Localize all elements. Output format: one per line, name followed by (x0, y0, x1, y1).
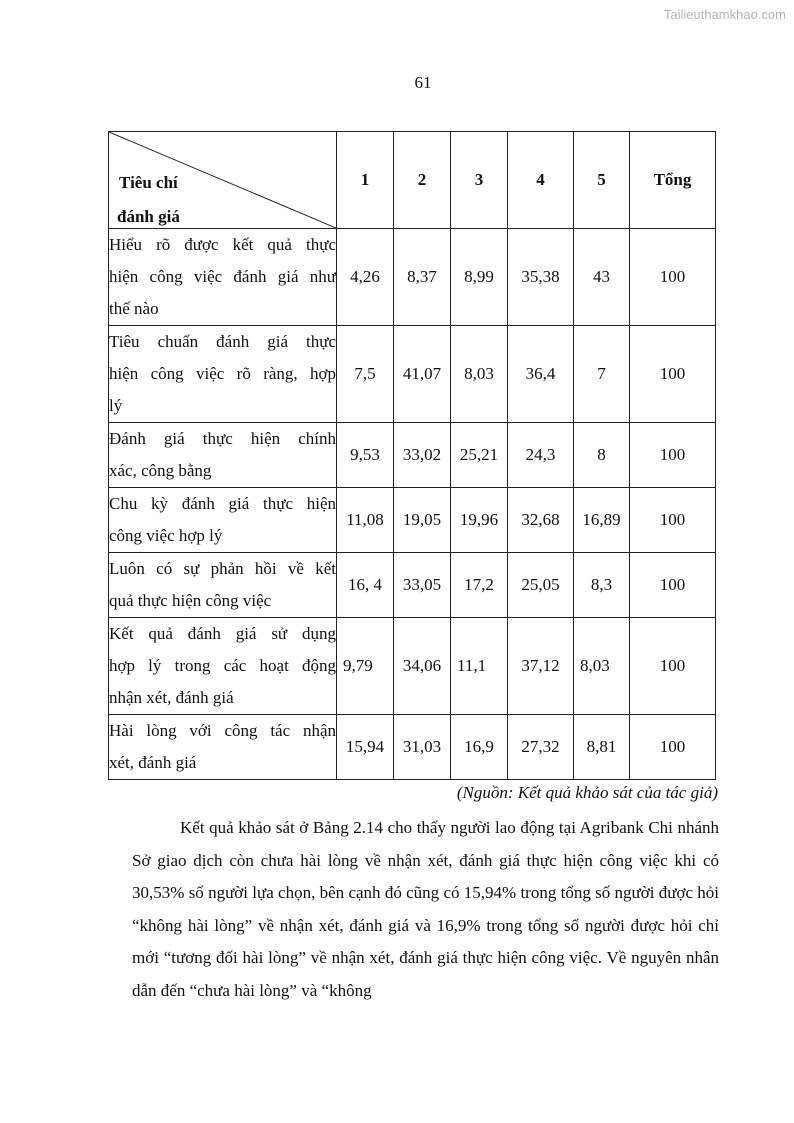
value-cell: 9,79 (337, 618, 394, 715)
value-cell: 8 (574, 423, 630, 488)
value-cell: 16, 4 (337, 553, 394, 618)
criteria-line: Kết quả đánh giá sử dụng (109, 624, 336, 643)
criteria-cell (109, 326, 337, 423)
table-row (109, 423, 716, 488)
value-cell: 19,96 (451, 488, 508, 553)
criteria-line: lý (109, 396, 123, 415)
table-row (109, 553, 716, 618)
column-header-total: Tổng (630, 132, 716, 229)
criteria-line: xét, đánh giá (109, 753, 197, 772)
criteria-line: Luôn có sự phản hồi về kết (109, 559, 336, 578)
watermark: Tailieuthamkhao.com (663, 7, 786, 22)
criteria-line: hiện công việc rõ ràng, hợp (109, 364, 336, 383)
column-header-4: 4 (508, 132, 574, 229)
value-cell: 8,81 (574, 715, 630, 780)
criteria-cell (109, 553, 337, 618)
table-source-note: (Nguồn: Kết quả khảo sát của tác giả) (456, 783, 718, 802)
criteria-line: hiện công việc đánh giá như (109, 267, 336, 286)
value-cell: 16,89 (574, 488, 630, 553)
column-header-5: 5 (574, 132, 630, 229)
table-row (109, 326, 716, 423)
value-cell: 19,05 (394, 488, 451, 553)
criteria-header-cell (109, 132, 337, 229)
total-cell: 100 (630, 229, 716, 326)
value-cell: 31,03 (394, 715, 451, 780)
criteria-header-label (117, 166, 180, 234)
value-cell: 11,1 (451, 618, 508, 715)
value-cell: 8,03 (451, 326, 508, 423)
value-cell: 32,68 (508, 488, 574, 553)
total-cell: 100 (630, 715, 716, 780)
total-cell: 100 (630, 553, 716, 618)
total-cell: 100 (630, 423, 716, 488)
total-cell: 100 (630, 618, 716, 715)
value-cell: 8,03 (574, 618, 630, 715)
column-header-3: 3 (451, 132, 508, 229)
criteria-cell (109, 488, 337, 553)
value-cell: 25,21 (451, 423, 508, 488)
criteria-line: quả thực hiện công việc (109, 591, 272, 610)
table-header-row (109, 132, 716, 229)
value-cell: 15,94 (337, 715, 394, 780)
value-cell: 8,99 (451, 229, 508, 326)
table-row (109, 229, 716, 326)
table-row (109, 715, 716, 780)
value-cell: 4,26 (337, 229, 394, 326)
survey-table (108, 131, 716, 780)
body-paragraph (132, 812, 719, 1007)
criteria-line: thế nào (109, 299, 159, 318)
value-cell: 7 (574, 326, 630, 423)
value-cell: 43 (574, 229, 630, 326)
criteria-cell (109, 423, 337, 488)
value-cell: 16,9 (451, 715, 508, 780)
column-header-2: 2 (394, 132, 451, 229)
value-cell: 17,2 (451, 553, 508, 618)
total-cell: 100 (630, 326, 716, 423)
value-cell: 24,3 (508, 423, 574, 488)
value-cell: 27,32 (508, 715, 574, 780)
value-cell: 8,3 (574, 553, 630, 618)
value-cell: 33,05 (394, 553, 451, 618)
value-cell: 41,07 (394, 326, 451, 423)
criteria-header-line: đánh giá (117, 207, 180, 226)
value-cell: 37,12 (508, 618, 574, 715)
criteria-line: nhận xét, đánh giá (109, 688, 234, 707)
criteria-cell (109, 618, 337, 715)
value-cell: 11,08 (337, 488, 394, 553)
criteria-cell (109, 715, 337, 780)
paragraph-text: Kết quả khảo sát ở Bảng 2.14 cho thấy người lao động tại Agribank Chi nhánh Sở giao dịch còn chưa hài lòng về nhận xét, đánh giá thực hiện công việc khi có 30,53% số người lựa chọn, bên cạnh đó cũng có 15,94% trong tổng số người được hỏi “không hài lòng” về nhận xét, đánh giá và 16,9% trong tổng số người được hỏi chỉ mới “tương đối hài lòng” về nhận xét, đánh giá thực hiện công việc. Về nguyên nhân dẫn đến “chưa hài lòng” và “không (132, 818, 719, 1000)
value-cell: 9,53 (337, 423, 394, 488)
value-cell: 7,5 (337, 326, 394, 423)
criteria-line: Hiểu rõ được kết quả thực (109, 235, 336, 254)
table-row (109, 488, 716, 553)
criteria-line: Đánh giá thực hiện chính (109, 429, 336, 448)
value-cell: 33,02 (394, 423, 451, 488)
total-cell: 100 (630, 488, 716, 553)
criteria-line: Tiêu chuẩn đánh giá thực (109, 332, 336, 351)
criteria-line: Chu kỳ đánh giá thực hiện (109, 494, 336, 513)
criteria-line: Hài lòng với công tác nhận (109, 721, 336, 740)
value-cell: 34,06 (394, 618, 451, 715)
value-cell: 36,4 (508, 326, 574, 423)
criteria-line: hợp lý trong các hoạt động (109, 656, 336, 675)
value-cell: 35,38 (508, 229, 574, 326)
value-cell: 8,37 (394, 229, 451, 326)
criteria-line: công việc hợp lý (109, 526, 223, 545)
table-row (109, 618, 716, 715)
criteria-header-line: Tiêu chí (119, 173, 178, 192)
value-cell: 25,05 (508, 553, 574, 618)
column-header-1: 1 (337, 132, 394, 229)
criteria-cell (109, 229, 337, 326)
page-number: 61 (414, 73, 432, 92)
criteria-line: xác, công bằng (109, 461, 212, 480)
